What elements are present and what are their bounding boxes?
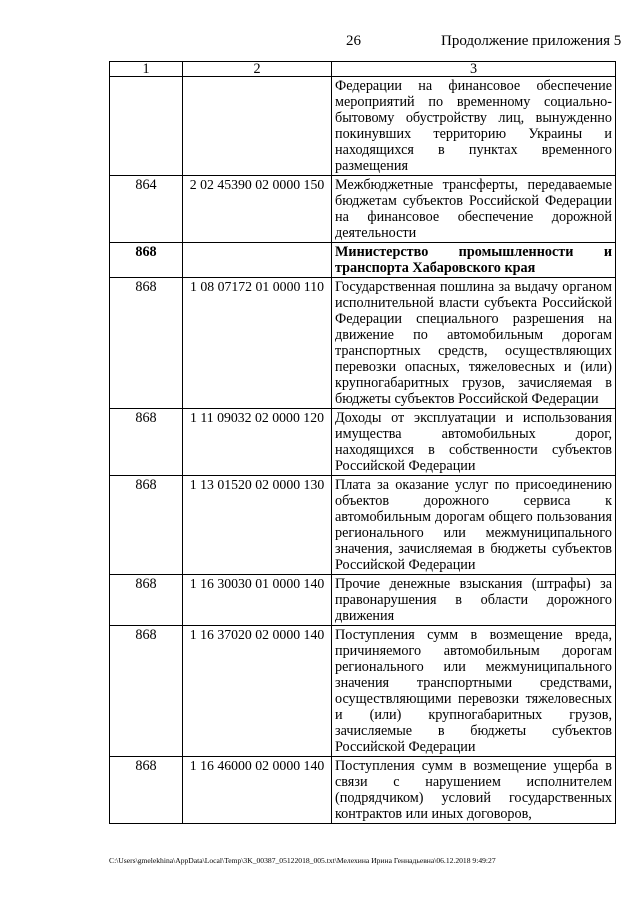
table-row [110,243,616,278]
revenue-table [109,61,616,824]
revenue-code-cell [183,243,332,278]
table-row [110,409,616,476]
column-header-3: 3 [332,62,616,77]
column-header-2: 2 [183,62,332,77]
table-row [110,476,616,575]
page-number: 26 [346,33,361,49]
revenue-code-cell: 1 16 30030 01 0000 140 [183,575,332,626]
table-row [110,626,616,757]
admin-code-cell: 868 [110,243,183,278]
description-cell: Поступления сумм в возмещение вреда, причиняемого автомобильным дорогам регионального или межмуниципального значения транспортными средствами, осуществляющими перевозки тяжеловесных и (или) крупногабаритных грузов, зачисляемые в бюджеты субъектов Российской Федерации [332,626,616,757]
description-cell: Поступления сумм в возмещение ущерба в связи с нарушением исполнителем (подрядчиком) условий государственных контрактов или иных договоров, [332,757,616,824]
table-row [110,757,616,824]
description-cell: Министерство промышленности и транспорта Хабаровского края [332,243,616,278]
description-cell: Доходы от эксплуатации и использования имущества автомобильных дорог, находящихся в собственности субъектов Российской Федерации [332,409,616,476]
file-path-footer: C:\Users\gmelekhina\AppData\Local\Temp\3K_00387_05122018_005.txt\Мелехина Ирина Геннадьевна\06.12.2018 9:49:27 [109,856,496,865]
description-cell: Плата за оказание услуг по присоединению объектов дорожного сервиса к автомобильным дорогам общего пользования регионального или межмуниципального значения, зачисляемая в бюджеты субъектов Российской Федерации [332,476,616,575]
table-row [110,77,616,176]
admin-code-cell: 864 [110,176,183,243]
revenue-code-cell: 1 11 09032 02 0000 120 [183,409,332,476]
revenue-code-cell: 1 16 46000 02 0000 140 [183,757,332,824]
admin-code-cell: 868 [110,476,183,575]
continuation-title: Продолжение приложения 5 [441,33,622,49]
table-body [110,77,616,824]
description-cell: Федерации на финансовое обеспечение мероприятий по временному социально-бытовому обустройству лиц, вынужденно покинувших территорию Украины и находящихся в пунктах временного размещения [332,77,616,176]
admin-code-cell: 868 [110,409,183,476]
revenue-code-cell: 2 02 45390 02 0000 150 [183,176,332,243]
table-row [110,176,616,243]
table-row [110,575,616,626]
description-cell: Государственная пошлина за выдачу органом исполнительной власти субъекта Российской Федерации специального разрешения на движение по автомобильным дорогам транспортных средств, осуществляющих перевозки опасных, тяжеловесных и (или) крупногабаритных грузов, зачисляемая в бюджеты субъектов Российской Федерации [332,278,616,409]
description-cell: Межбюджетные трансферты, передаваемые бюджетам субъектов Российской Федерации на финансовое обеспечение дорожной деятельности [332,176,616,243]
column-header-1: 1 [110,62,183,77]
admin-code-cell: 868 [110,278,183,409]
revenue-code-cell: 1 08 07172 01 0000 110 [183,278,332,409]
admin-code-cell: 868 [110,575,183,626]
revenue-code-cell: 1 13 01520 02 0000 130 [183,476,332,575]
revenue-code-cell [183,77,332,176]
admin-code-cell [110,77,183,176]
admin-code-cell: 868 [110,626,183,757]
revenue-code-cell: 1 16 37020 02 0000 140 [183,626,332,757]
admin-code-cell: 868 [110,757,183,824]
description-cell: Прочие денежные взыскания (штрафы) за правонарушения в области дорожного движения [332,575,616,626]
table-header-row [110,62,616,77]
table-row [110,278,616,409]
